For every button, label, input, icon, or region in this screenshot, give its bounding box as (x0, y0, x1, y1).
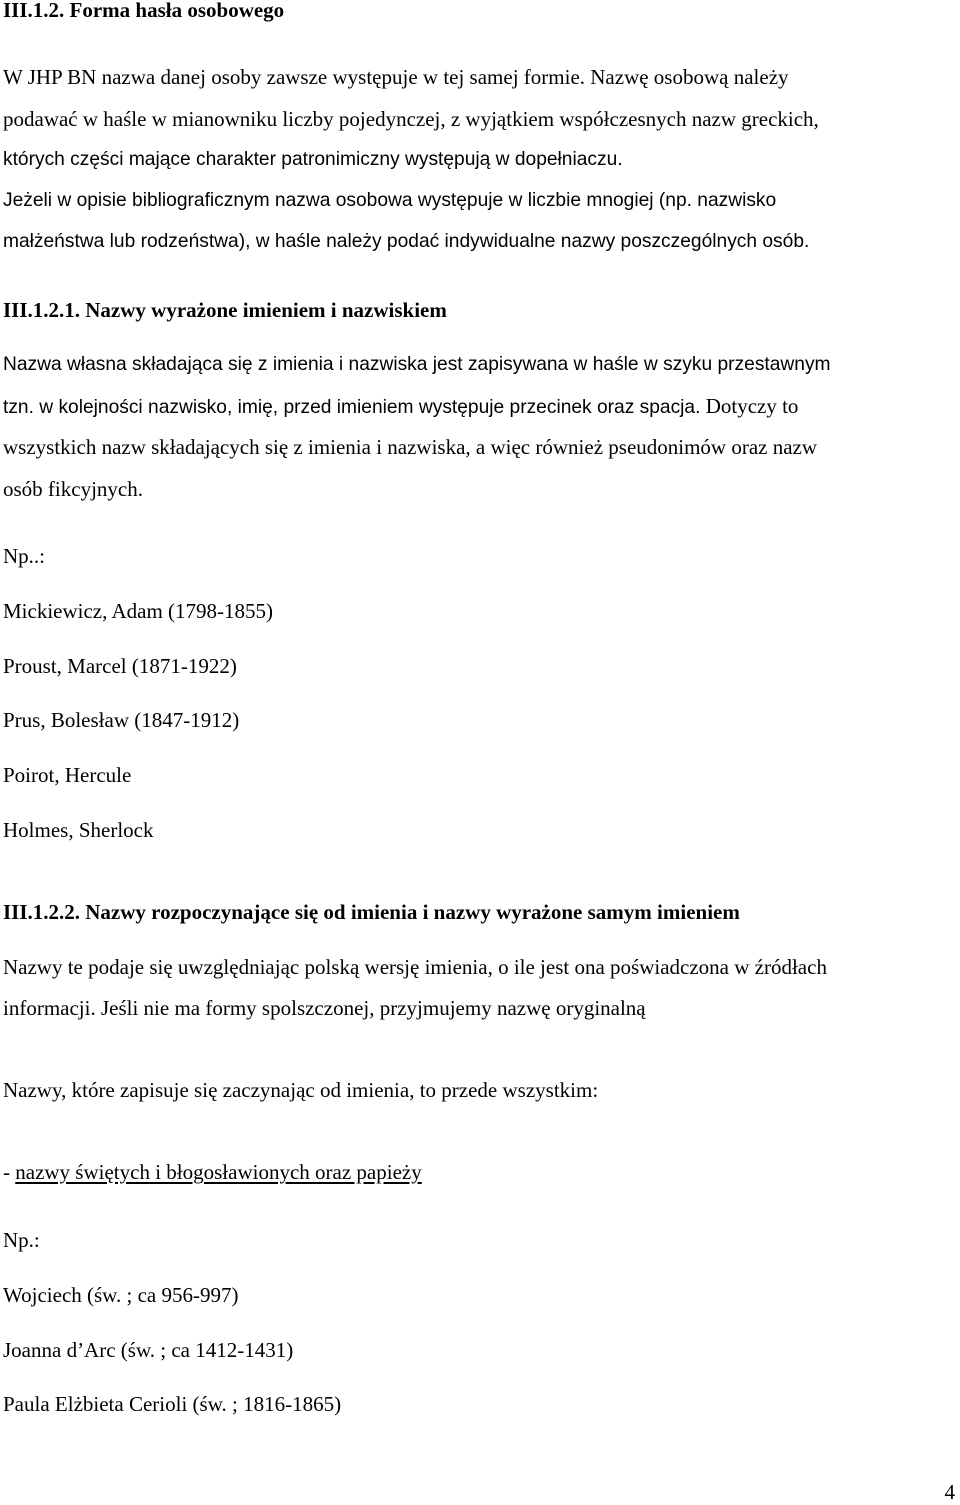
intro-line-4: Jeżeli w opisie bibliograficznym nazwa osobowa występuje w liczbie mnogiej (np. nazwisko (3, 190, 777, 211)
subsection-2-line-3: Nazwy, które zapisuje się zaczynając od imienia, to przede wszystkim: (3, 1078, 599, 1102)
intro-line-3: których części mające charakter patronimiczny występują w dopełniaczu. (3, 149, 623, 170)
page-number: 4 (944, 1480, 955, 1504)
subsection-1-line-4: osób fikcyjnych. (3, 477, 143, 501)
section-title: III.1.2. Forma hasła osobowego (3, 0, 285, 22)
example-label-2: Np.: (3, 1228, 40, 1252)
bullet-item (3, 1159, 422, 1185)
bullet-dash: - (3, 1160, 16, 1184)
example-item: Poirot, Hercule (3, 763, 132, 787)
subsection-1-line-2 (3, 393, 798, 421)
example-item: Paula Elżbieta Cerioli (św. ; 1816-1865) (3, 1392, 342, 1416)
example-item: Prus, Bolesław (1847-1912) (3, 708, 240, 732)
subsection-1-title: III.1.2.1. Nazwy wyrażone imieniem i nazwiskiem (3, 298, 447, 322)
subsection-1-line-3: wszystkich nazw składających się z imienia i nazwiska, a więc również pseudonimów oraz nazw (3, 435, 818, 459)
example-label-1: Np..: (3, 544, 45, 568)
subsection-1-line-2-sans: tzn. w kolejności nazwisko, imię, przed imieniem występuje przecinek oraz spacja. (3, 397, 701, 418)
intro-line-5: małżeństwa lub rodzeństwa), w haśle należy podać indywidualne nazwy poszczególnych osób. (3, 231, 810, 252)
intro-line-2: podawać w haśle w mianowniku liczby pojedynczej, z wyjątkiem współczesnych nazw greckich, (3, 107, 819, 131)
bullet-text: nazwy świętych i błogosławionych oraz papieży (15, 1160, 422, 1184)
example-item: Joanna d’Arc (św. ; ca 1412-1431) (3, 1338, 294, 1362)
subsection-2-line-1: Nazwy te podaje się uwzględniając polską wersję imienia, o ile jest ona poświadczona w źródłach (3, 955, 827, 979)
subsection-1-line-1: Nazwa własna składająca się z imienia i nazwiska jest zapisywana w haśle w szyku przestawnym (3, 354, 831, 375)
intro-line-1: W JHP BN nazwa danej osoby zawsze występuje w tej samej formie. Nazwę osobową należy (3, 65, 789, 89)
example-item: Wojciech (św. ; ca 956-997) (3, 1283, 239, 1307)
example-item: Proust, Marcel (1871-1922) (3, 654, 237, 678)
subsection-2-line-2: informacji. Jeśli nie ma formy spolszczonej, przyjmujemy nazwę oryginalną (3, 996, 646, 1020)
subsection-2-title: III.1.2.2. Nazwy rozpoczynające się od imienia i nazwy wyrażone samym imieniem (3, 900, 740, 924)
example-item: Holmes, Sherlock (3, 818, 154, 842)
example-item: Mickiewicz, Adam (1798-1855) (3, 599, 274, 623)
subsection-1-line-2-serif: Dotyczy to (700, 394, 799, 418)
